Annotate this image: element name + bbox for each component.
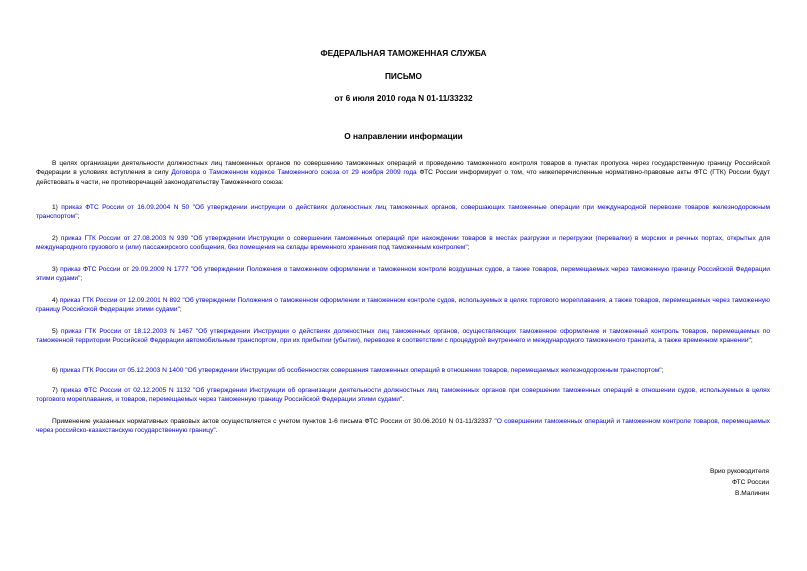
order-link[interactable]: приказ ФТС России от 02.12.2005 N 1132 "Об утверждении Инструкции об организации деятельности должностных лиц таможенных органов при совершении таможенных операций в отношении судов, используемых в целях торгового мореплавания, и товаров, перемещаемых через таможенную границу Российской Федерации этими судами" [36,387,770,404]
order-link[interactable]: приказ ГТК России от 18.12.2003 N 1467 "Об утверждении Инструкции о действиях должностных лиц таможенных органов, осуществляющих таможенное оформление и таможенный контроль товаров, перемещаемых по таможенной территории Российской Федерации автомобильным транспортом, при их прибытии (убытии), перевозке в соответствии с процедурой внутреннего и международного таможенного транзита, а также временном хранении" [36,328,770,345]
list-item [36,265,770,284]
list-item-tail: ; [77,213,80,221]
signature-position: Врио руководителя [709,468,769,475]
signature-agency: ФТС России [732,479,769,486]
list-item [36,366,770,375]
closing-paragraph [36,417,770,436]
list-item-tail: ; [80,275,83,283]
list-item-tail: ; [661,367,664,374]
closing-text-before: Применение указанных нормативных правовых актов осуществляется с учетом пунктов 1-6 письма ФТС России от 30.06.2010 N 01-11/32337 [52,418,495,425]
list-item-number: 5) [52,328,62,335]
document-type: ПИСЬМО [384,71,423,81]
list-item-number: 1) [52,204,62,211]
intro-paragraph [36,159,770,187]
fts-letter-link[interactable]: "О совершении таможенных операций и таможенном контроле товаров, перемещаемых через российско-казахстанскую государственную границу" [36,418,770,435]
order-link[interactable]: приказ ФТС России от 29.09.2009 N 1777 "Об утверждении Положения о таможенном оформлении и таможенном контроле воздушных судов, а также товаров, перемещаемых через таможенную границу Российской Федерации этими судами" [36,266,770,283]
list-item-number: 2) [52,235,61,242]
list-item-tail: ; [179,306,182,314]
list-item-number: 7) [52,387,61,394]
list-item [36,234,770,253]
agency-title: ФЕДЕРАЛЬНАЯ ТАМОЖЕННАЯ СЛУЖБА [320,48,487,58]
document-date-number: от 6 июля 2010 года N 01-11/33232 [334,93,473,103]
list-item-tail: . [402,396,405,404]
order-link[interactable]: приказ ФТС России от 16.09.2004 N 50 "Об утверждении инструкции о действиях должностных лиц таможенных органов, совершающих таможенные операции при международной перевозке товаров железнодорожным транспортом" [36,204,770,221]
list-item [36,203,770,222]
list-item-number: 6) [52,367,60,374]
intro-text-before: В целях организации деятельности должностных лиц таможенных органов по совершению таможенных операций и проведению таможенного контроля товаров в пунктах пропуска через государственную границу Российской Федерации в условиях вступления в силу [36,160,770,177]
signature-name: В.Малинин [735,490,769,497]
list-item [36,327,770,346]
list-item [36,296,770,315]
list-item-number: 4) [52,297,60,304]
order-link[interactable]: приказ ГТК России от 12.09.2001 N 892 "Об утверждении Положения о таможенном оформлении и таможенном контроле судов, используемых в целях торгового мореплавания, а также товаров, перемещаемых через таможенную границу Российской Федерации этими судами" [36,297,770,314]
order-link[interactable]: приказ ГТК России от 27.08.2003 N 939 "Об утверждении Инструкции о совершении таможенных операций при нахождении товаров в местах разгрузки и перегрузки (перевалки) в морских и речных портах, открытых для международного грузового и (или) пассажирского сообщения, без помещения на склады временного хранения под таможенным контролем" [36,235,770,252]
closing-text-after: . [215,427,218,435]
document-subject: О направлении информации [344,131,463,141]
list-item-tail: ; [467,244,470,252]
list-item-number: 3) [52,266,61,273]
customs-code-treaty-link[interactable]: Договора о Таможенном кодексе Таможенного союза от 29 ноября 2009 года [171,169,417,177]
list-item-tail: ; [750,337,753,345]
intro-text-after: ФТС России информирует о том, что нижеперечисленные нормативно-правовые акты ФТС (ГТК) России будут действовать в части, не противоречащей законодательству Таможенного союза: [36,169,770,186]
order-link[interactable]: приказ ГТК России от 05.12.2003 N 1400 "Об утверждении Инструкции об особенностях совершения таможенных операций в отношении товаров, перемещаемых железнодорожным транспортом" [59,367,662,374]
list-item [36,386,770,405]
